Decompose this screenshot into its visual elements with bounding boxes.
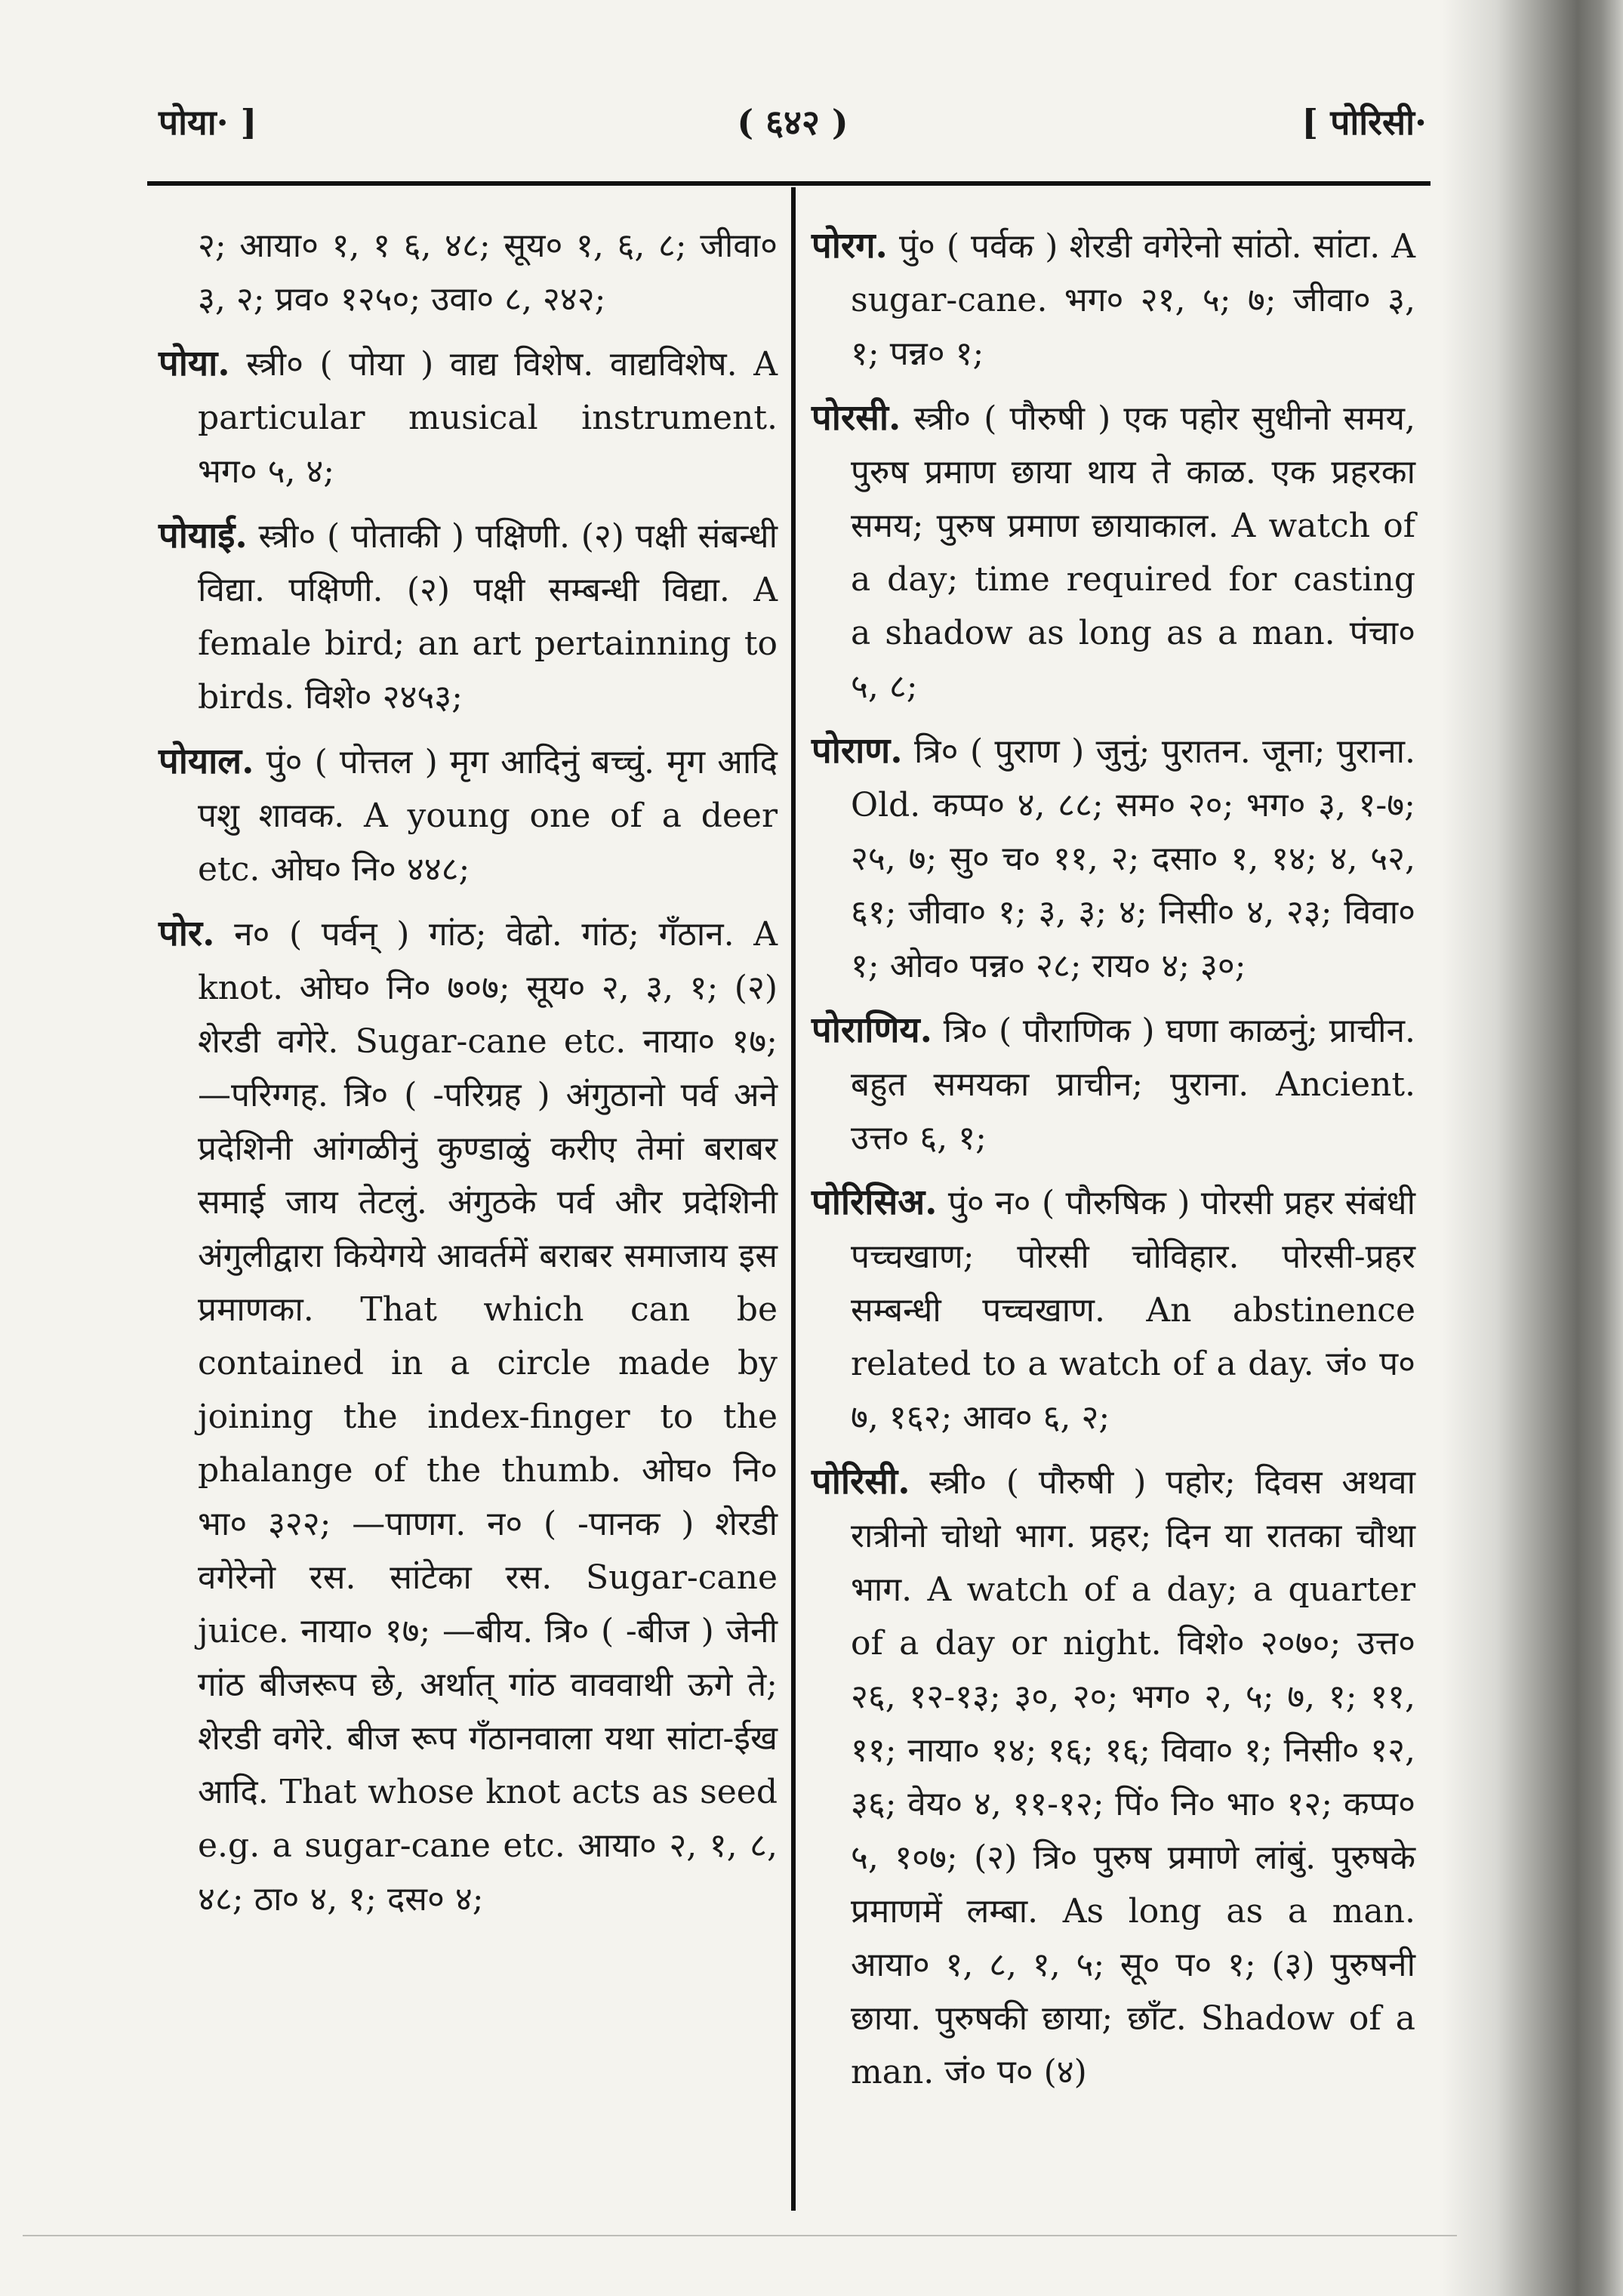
header-right-guideword: [ पोरिसी· bbox=[1301, 102, 1427, 143]
column-divider bbox=[791, 187, 796, 2211]
entry-headword: पोरसी. bbox=[812, 397, 901, 439]
entry-text: त्रि० ( पौराणिक ) घणा काळनुं; प्राचीन. बहुत समयका प्राचीन; पुराना. Ancient. उत्त० ६, १; bbox=[851, 1012, 1415, 1157]
entry-headword: पोया. bbox=[159, 343, 230, 384]
page-edge-shadow bbox=[1442, 0, 1623, 2296]
dictionary-entry bbox=[812, 1455, 1415, 2099]
dictionary-entry bbox=[812, 1176, 1415, 1444]
dictionary-entry bbox=[159, 907, 778, 1926]
entry-headword: पोराणिय. bbox=[812, 1009, 933, 1051]
dictionary-entry bbox=[812, 1003, 1415, 1165]
entry-text: पुं० न० ( पौरुषिक ) पोरसी प्रहर संबंधी पच्चखाण; पोरसी चोविहार. पोरसी-प्रहर सम्बन्धी पच्चखाण. An abstinence related to a watch of a day. जं० प० ७, १६२; आव० ६, २; bbox=[851, 1184, 1415, 1437]
dictionary-entry bbox=[812, 391, 1415, 713]
entry-headword: पोरग. bbox=[812, 225, 888, 267]
entry-text: स्त्री० ( पौरुषी ) पहोर; दिवस अथवा रात्रीनो चोथो भाग. प्रहर; दिन या रातका चौथा भाग. A watch of a day; a quarter of a day or night. विशे० २०७०; उत्त० २६, १२-१३; ३०, २०; भग० २, ५; ७, १; ११, ११; नाया० १४; १६; १६; विवा० १; निसी० १२, ३६; वेय० ४, ११-१२; पिं० नि० भा० १२; कप्प० ५, १०७; (२) त्रि० पुरुष प्रमाणे लांबुं. पुरुषके प्रमाणमें लम्बा. As long as a man. आया० १, ८, १, ५; सू० प० १; (३) पुरुषनी छाया. पुरुषकी छाया; छाँट. Shadow of a man. जं० प० (४) bbox=[851, 1463, 1415, 2091]
header-rule bbox=[147, 181, 1431, 186]
entry-headword: पोयाल. bbox=[159, 741, 254, 782]
dictionary-entry bbox=[812, 219, 1415, 381]
entry-headword: पोराण. bbox=[812, 730, 903, 772]
entry-text: २; आया० १, १ ६, ४८; सूय० १, ६, ८; जीवा० ३, २; प्रव० १२५०; उवा० ८, २४२; bbox=[198, 227, 778, 319]
bottom-edge-line bbox=[23, 2235, 1457, 2236]
dictionary-entry bbox=[812, 724, 1415, 993]
dictionary-entry bbox=[159, 509, 778, 724]
right-column bbox=[812, 219, 1415, 2110]
entry-text: त्रि० ( पुराण ) जुनुं; पुरातन. जूना; पुराना. Old. कप्प० ४, ८८; सम० २०; भग० ३, १-७; २५, ७; सु० च० ११, २; दसा० १, १४; ४, ५२, ६१; जीवा० १; ३, ३; ४; निसी० ४, २३; विवा० १; ओव० पन्न० २८; राय० ४; ३०; bbox=[851, 732, 1415, 985]
entry-text: स्त्री० ( पोया ) वाद्य विशेष. वाद्यविशेष. A particular musical instrument. भग० ५, ४; bbox=[198, 345, 778, 491]
entry-text: पुं० ( पर्वक ) शेरडी वगेरेनो सांठो. सांटा. A sugar-cane. भग० २१, ५; ७; जीवा० ३, १; पन्न० १; bbox=[851, 227, 1415, 373]
left-column bbox=[159, 219, 778, 1937]
entry-headword: पोरिसी. bbox=[812, 1461, 910, 1502]
entry-text: न० ( पर्वन् ) गांठ; वेढो. गांठ; गँठान. A knot. ओघ० नि० ७०७; सूय० २, ३, १; (२) शेरडी वगेरे. Sugar-cane etc. नाया० १७; —परिग्गह. त्रि० ( -परिग्रह ) अंगुठानो पर्व अने प्रदेशिनी आंगळीनुं कुण्डाळुं करीए तेमां बराबर समाई जाय तेटलुं. अंगुठके पर्व और प्रदेशिनी अंगुलीद्वारा कियेगये आवर्तमें बराबर समाजाय इस प्रमाणका. That which can be contained in a circle made by joining the index-finger to the phalange of the thumb. ओघ० नि० भा० ३२२; —पाणग. न० ( -पानक ) शेरडी वगेरेनो रस. सांटेका रस. Sugar-cane juice. नाया० १७; —बीय. त्रि० ( -बीज ) जेनी गांठ बीजरूप छे, अर्थात् गांठ वाववाथी ऊगे ते; शेरडी वगेरे. बीज रूप गँठानवाला यथा सांटा-ईख आदि. That whose knot acts as seed e.g. a sugar-cane etc. आया० २, १, ८, ४८; ठा० ४, १; दस० ४; bbox=[198, 915, 778, 1918]
entry-headword: पोयाई. bbox=[159, 515, 248, 556]
entry-text: स्त्री० ( पौरुषी ) एक पहोर सुधीनो समय, पुरुष प्रमाण छाया थाय ते काळ. एक प्रहरका समय; पुरुष प्रमाण छायाकाल. A watch of a day; time required for casting a shadow as long as a man. पंचा० ५, ८; bbox=[851, 399, 1415, 706]
page-header bbox=[159, 91, 1427, 159]
entry-headword: पोर. bbox=[159, 913, 215, 954]
page-number: ( ६४२ ) bbox=[737, 102, 848, 143]
entry-continuation bbox=[159, 219, 778, 326]
entry-text: पुं० ( पोत्तल ) मृग आदिनुं बच्चुं. मृग आदि पशु शावक. A young one of a deer etc. ओघ० नि० ४४८; bbox=[198, 743, 778, 889]
dictionary-entry bbox=[159, 337, 778, 498]
dictionary-entry bbox=[159, 735, 778, 896]
header-left-guideword: पोया· ] bbox=[159, 102, 257, 143]
entry-headword: पोरिसिअ. bbox=[812, 1182, 938, 1223]
entry-text: स्त्री० ( पोताकी ) पक्षिणी. (२) पक्षी संबन्धी विद्या. पक्षिणी. (२) पक्षी सम्बन्धी विद्या. A female bird; an art pertainning to birds. विशे० २४५३; bbox=[198, 517, 778, 717]
